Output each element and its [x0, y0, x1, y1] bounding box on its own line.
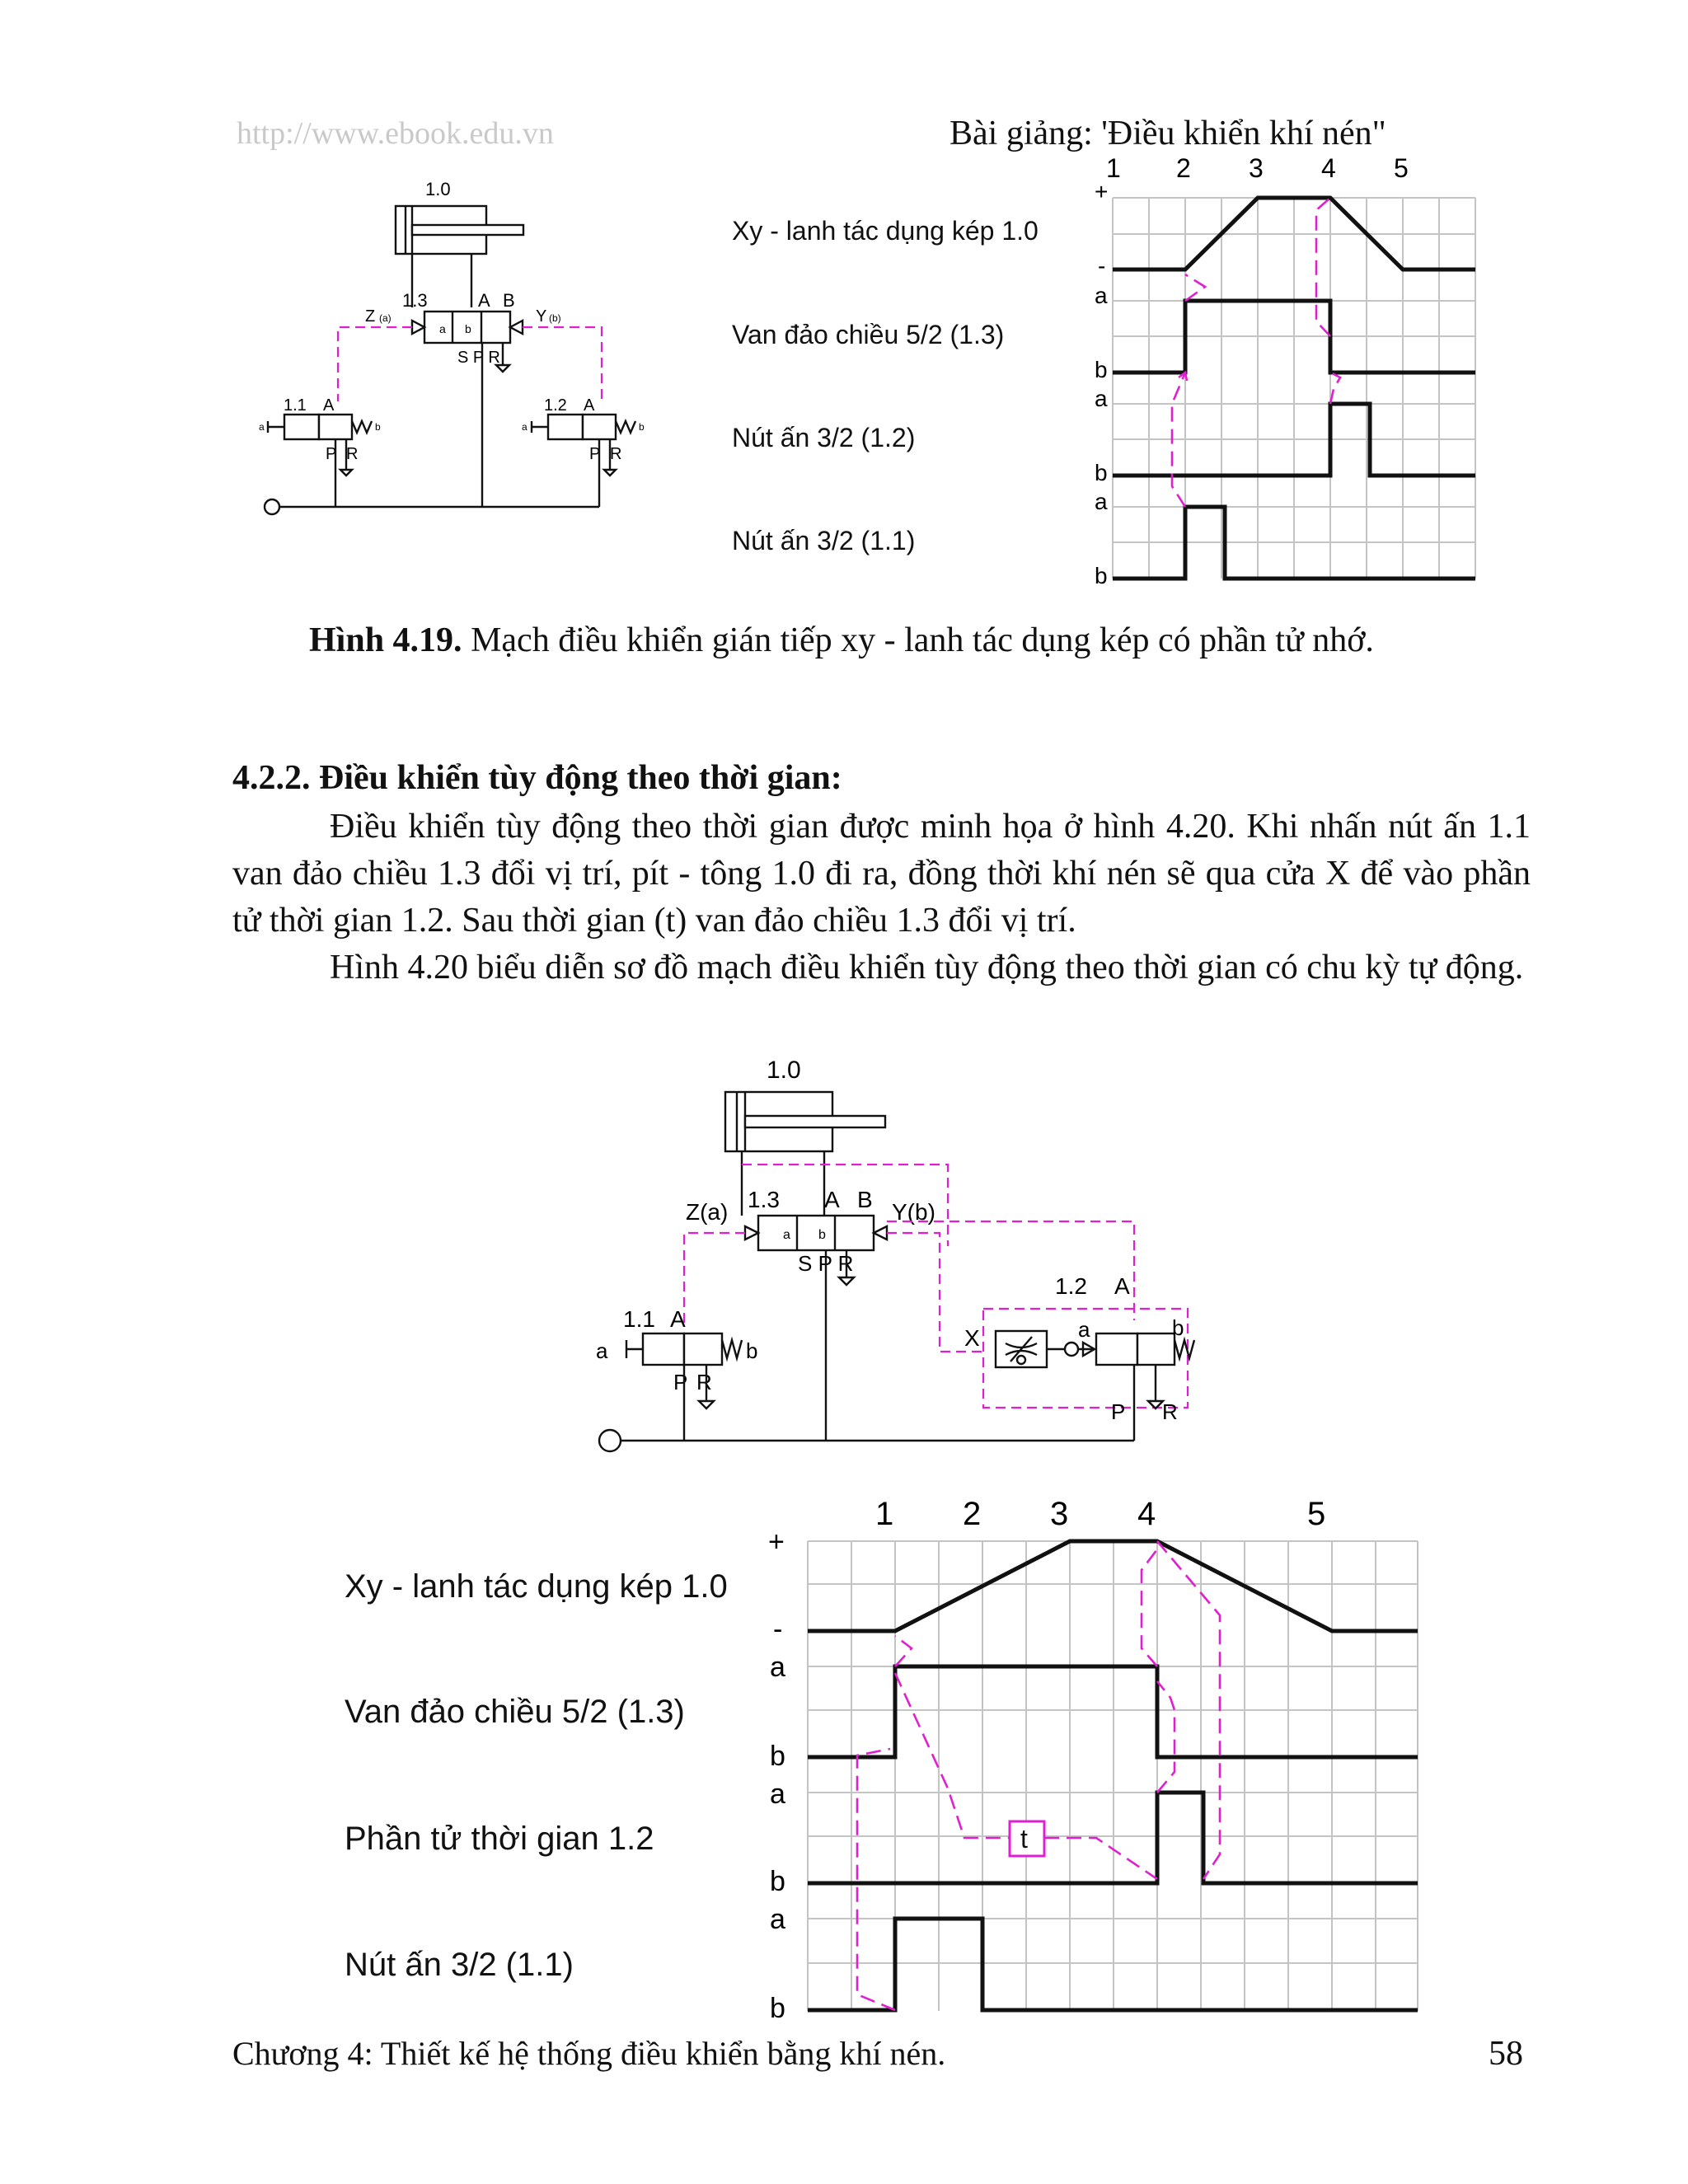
- fig2-minus: -: [773, 1614, 783, 1645]
- section-heading: 4.2.2. Điều khiển tùy động theo thời gian:: [232, 759, 842, 797]
- btn-1-1-pos-b: b: [375, 421, 381, 433]
- header-url: http://www.ebook.edu.vn: [237, 116, 554, 151]
- caption-bold: Hình 4.19.: [309, 621, 462, 659]
- port-b-label: B: [503, 290, 515, 311]
- fig2-btn-port-a: A: [670, 1306, 686, 1332]
- pilot-z-label: Z: [365, 307, 376, 326]
- fig2-step-1: 1: [875, 1496, 894, 1532]
- valve-ports-spr: S P R: [457, 349, 500, 367]
- footer-chapter: Chương 4: Thiết kế hệ thống điều khiển bằng khí nén.: [232, 2035, 946, 2072]
- pilot-z-sub: (a): [379, 312, 392, 324]
- fig2-row-timer: Phần tử thời gian 1.2: [345, 1821, 654, 1857]
- btn-1-2-pos-a: a: [522, 421, 528, 433]
- figure-4-19-caption: [309, 621, 1374, 660]
- fig2-step-4: 4: [1137, 1496, 1156, 1532]
- fig2-b2: b: [770, 1866, 785, 1897]
- fig2-valve-label: 1.3: [748, 1187, 780, 1212]
- pilot-y-sub: (b): [549, 312, 561, 324]
- figure-4-19-circuit: [247, 177, 709, 532]
- fig1-step-5: 5: [1394, 157, 1409, 183]
- fig2-timer-t-label: t: [1020, 1824, 1028, 1854]
- fig2-btn-port-r: R: [696, 1370, 712, 1394]
- fig2-row-valve: Van đảo chiều 5/2 (1.3): [345, 1694, 685, 1730]
- btn-1-2-port-r: R: [610, 445, 622, 463]
- fig1-minus: -: [1098, 253, 1106, 279]
- fig2-a2: a: [770, 1779, 785, 1810]
- btn-1-1-port-r: R: [346, 445, 359, 463]
- fig2-air-source-icon: [599, 1430, 621, 1451]
- port-a-label: A: [478, 290, 490, 311]
- piston-rod: [412, 225, 523, 235]
- fig2-step-2: 2: [963, 1496, 982, 1532]
- fig1-b1: b: [1095, 357, 1108, 382]
- fig2-timer-port-p: P: [1111, 1399, 1126, 1424]
- btn-1-1-pos-a: a: [259, 421, 265, 433]
- fig1-plus: +: [1095, 179, 1109, 204]
- fig2-port-a: A: [824, 1187, 840, 1212]
- valve-1-3-label: 1.3: [402, 290, 428, 311]
- fig2-plus: +: [768, 1526, 785, 1558]
- btn-1-1-port-a: A: [323, 396, 335, 415]
- paragraph-2: Hình 4.20 biểu diễn sơ đồ mạch điều khiển tùy động theo thời gian có chu kỳ tự động.: [330, 949, 1524, 987]
- fig2-row-btn: Nút ấn 3/2 (1.1): [345, 1947, 574, 1983]
- fig2-timer-label: 1.2: [1055, 1273, 1087, 1299]
- figure-4-20-circuit: [577, 1047, 1236, 1475]
- fig2-reservoir: [1065, 1343, 1078, 1356]
- svg-text:b: b: [818, 1228, 826, 1242]
- fig2-timer-pos-a: a: [1078, 1317, 1090, 1342]
- fig1-b3: b: [1095, 563, 1108, 588]
- fig1-row-btn12: Nút ấn 3/2 (1.2): [732, 423, 916, 452]
- fig2-port-x: X: [964, 1325, 980, 1351]
- fig1-a2: a: [1095, 386, 1108, 411]
- fig1-row-cylinder: Xy - lanh tác dụng kép 1.0: [732, 216, 1039, 246]
- figure-4-19-timing-diagram: [1071, 157, 1488, 589]
- fig2-step-3: 3: [1050, 1496, 1069, 1532]
- paragraph-1: Điều khiển tùy động theo thời gian được minh họa ở hình 4.20. Khi nhấn nút ấn 1.1 van đảo chiều 1.3 đổi vị trí, pít - tông 1.0 đi ra, đồng thời khí nén sẽ qua cửa X để vào phần tử thời gian 1.2. Sau thời gian (t) van đảo chiều 1.3 đổi vị trí.: [232, 808, 1531, 940]
- pilot-y-label: Y: [536, 307, 547, 326]
- fig2-timer-port-r: R: [1162, 1399, 1178, 1424]
- fig2-btn-pos-b: b: [746, 1338, 758, 1363]
- fig2-pilot-y: Y(b): [892, 1199, 935, 1225]
- button-3-2-1-2: [548, 415, 583, 439]
- fig2-timer-valve: [1096, 1333, 1137, 1365]
- fig2-valve-1-3: [758, 1216, 874, 1250]
- fig1-step-3: 3: [1249, 157, 1264, 183]
- fig2-ports-spr: S P R: [798, 1251, 854, 1276]
- fig2-btn-label: 1.1: [623, 1306, 655, 1332]
- fig2-step-5: 5: [1307, 1496, 1326, 1532]
- fig2-timer-pos-b: b: [1172, 1315, 1184, 1340]
- fig1-b2: b: [1095, 460, 1108, 485]
- fig2-timer-port-a: A: [1114, 1273, 1130, 1299]
- air-source-icon: [265, 499, 279, 514]
- button-3-2-1-1: [284, 415, 319, 439]
- fig1-step-1: 1: [1106, 157, 1121, 183]
- fig1-row-valve: Van đảo chiều 5/2 (1.3): [732, 320, 1005, 349]
- btn-1-2-port-p: P: [589, 445, 601, 463]
- fig2-b1: b: [770, 1741, 785, 1772]
- btn-1-1-label: 1.1: [284, 396, 307, 415]
- page-number: 58: [1489, 2035, 1523, 2073]
- fig2-piston-rod: [745, 1116, 885, 1127]
- btn-1-2-port-a: A: [584, 396, 595, 415]
- fig1-step-2: 2: [1176, 157, 1191, 183]
- fig2-port-b: B: [857, 1187, 873, 1212]
- svg-text:a: a: [439, 322, 446, 335]
- fig1-a1: a: [1095, 283, 1108, 308]
- fig2-cylinder-label: 1.0: [767, 1057, 801, 1084]
- fig2-row-cylinder: Xy - lanh tác dụng kép 1.0: [345, 1568, 728, 1605]
- fig2-a3: a: [770, 1904, 785, 1935]
- fig2-btn-port-p: P: [673, 1370, 688, 1394]
- fig2-button-1-1: [643, 1333, 684, 1365]
- fig1-row-btn11: Nút ấn 3/2 (1.1): [732, 526, 916, 555]
- svg-text:b: b: [465, 322, 471, 335]
- svg-text:a: a: [783, 1228, 790, 1242]
- fig2-btn-pos-a: a: [596, 1338, 608, 1363]
- header-title: Bài giảng: 'Điều khiển khí nén": [950, 115, 1386, 152]
- cylinder-label: 1.0: [425, 179, 451, 199]
- btn-1-1-port-p: P: [326, 445, 337, 463]
- fig2-a1: a: [770, 1652, 785, 1683]
- btn-1-2-pos-b: b: [639, 421, 645, 433]
- fig1-a3: a: [1095, 489, 1108, 514]
- caption-text: Mạch điều khiển gián tiếp xy - lanh tác dụng kép có phần tử nhớ.: [462, 621, 1374, 659]
- btn-1-2-label: 1.2: [544, 396, 567, 415]
- fig2-b3: b: [770, 1993, 785, 2019]
- fig2-pilot-z: Z(a): [686, 1199, 729, 1225]
- fig1-step-4: 4: [1321, 157, 1336, 183]
- figure-4-20-timing-diagram: [758, 1492, 1434, 2019]
